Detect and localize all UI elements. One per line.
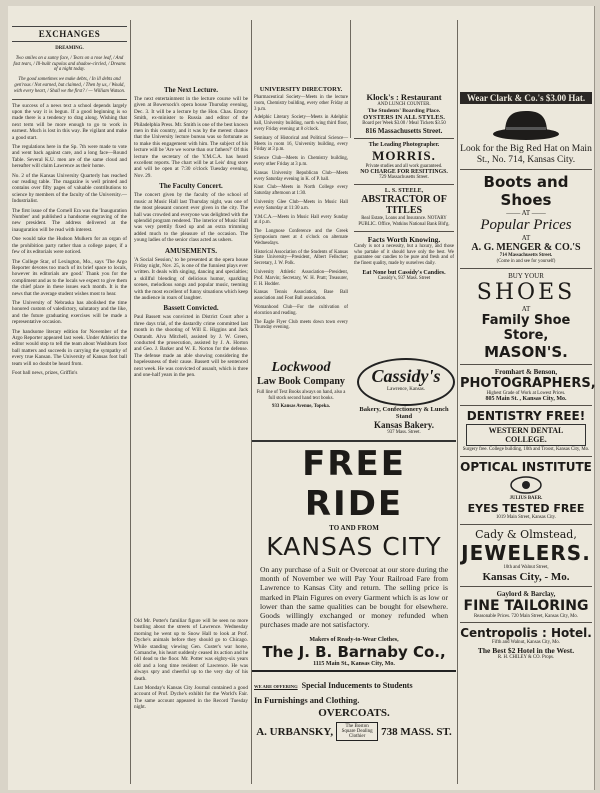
directory-entry: Kansas Tennis Association, Base Ball association and Foot Ball association.	[254, 290, 348, 302]
optical-name: JULIUS BAER.	[509, 496, 543, 502]
directory-entry: Knot Club—Meets in North College every Saturday afternoon at 1:30.	[254, 185, 348, 197]
lockwood-text: Full line of Text Books always on hand, also a full stock second hand text books.	[256, 390, 346, 401]
paragraph: The success of a news text a school depends largely upon the way it is begun. If a good beginning is so made there is a tendency to drag along. Wishing that next term will be more enough to go to work in earnest. Much is lost in this way. Be vigilant and make a good start.	[12, 102, 127, 141]
urbansky-furnishings: In Furnishings and Clothing.	[254, 695, 360, 706]
free-ride-city: KANSAS CITY	[266, 532, 442, 561]
urbansky-overcoats: OVERCOATS.	[318, 707, 390, 720]
paragraph: 'A Social Session,' to be presented at the opera house Friday night, Nov. 25, is one of the funniest plays ever written. It deals with singing, dancing and specialties; a skillful blending of delicious humor, sparkling scenes, melodious songs and popular music, teeming with the most excellent of funny situations which keep the audience in roars of laughter.	[134, 256, 248, 301]
morris-name: MORRIS.	[372, 147, 436, 163]
paragraph: The handsome literary edition for November of the Argo Reporter appeared last week. Under Athletics the editor would stop to tell the team about Washburn foot ball matters and succeeds in carrying the sympathy of every true Kansan. The University of Kansas foot ball team will no doubt be heard from.	[12, 328, 127, 367]
directory-entry: Historical Association of the Students of Kansas State University—President, Albert Fellscher; Secretary, J. W. Polk.	[254, 249, 348, 267]
jewelers: JEWELERS.	[461, 540, 591, 565]
paragraph: The next entertainment in the lecture course will be given at Bowersock's opera house Thursday evening, Dec. 3. It will be a lecture by the Hon. Chas. Emory Smith, ex-minister to Russia and editor of the Philadelphia Press. Mr. Smith is one of the best known men in this country, and it was by the merest chance that the University lecture bureau was so fortunate as to make this engagement with him. The subject of his lecture will be 'Are we worse than our fathers?' Of this lecture the secretary of the Y.M.C.A. has heard excellent reports. The chart will be at Leis' drug store and will be open at 7:30 o'clock Tuesday evening, Nov. 29.	[134, 96, 248, 179]
centropolis-hotel: Centropolis : Hotel.	[460, 626, 592, 641]
paragraph: No. 2 of the Kansas University Quarterly has reached our reading table. The magazine is well printed and contains over fifty pages of valuable contributions to science by members of the faculty of the University.—Industrialist.	[12, 172, 127, 205]
news-column-lower	[134, 618, 248, 786]
cassidy-sub: Eat None but Cassidy's Candies.	[362, 269, 446, 276]
paragraph: Paul Bassett was convicted in District Court after a three days trial, of the dastardly crime committed last month in the shooting of Will E. Higgins and Jack Ostrandt. Alva Mitchell, assisted by J. W. Green, conducted the prosecution, assisted by J. A. Horton and Geo. J. Barker and W. E. Norton for the defense. The defense made an able showing considering the hopelessness of their cause. Bassett will be sentenced next week. He was convicted of assault, which is three and one-half years in the pen.	[134, 314, 248, 379]
bakery-ad	[354, 406, 454, 436]
directory-entry: The Eagle Flyer Club meets down town every Thursday evening.	[254, 319, 348, 331]
directory-entry: Pharmaceutical Society—Meets in the lecture room, Chemistry building, every other Friday at 3 p.m.	[254, 95, 348, 112]
divider	[460, 456, 592, 457]
divider	[460, 169, 592, 170]
poem-text: The good sometimes we make debts, / In ill debts and gen'rous / Not earned, but claimed, / Then by us, / Would, with every heart, / Shall we the first? / — William Watson.	[13, 77, 126, 94]
paragraph: The concert given by the faculty of the school of music at Music Hall last Thursday night, was one of the most pleasant concert ever given in the city. The hall was crowded and everyone was delighted with the splendid program rendered. The interior of Music Hall was very prettily fixed up and an extra trimming added much to the pleasure of the occasion. The young ladies of the senior class acted as ushers.	[134, 192, 248, 244]
paragraph: The regulations here in the Sp. 7th were made to vote and went back against care, and a long face—Round Table. Several K.U. men are of the same cloud and hereafter will claim Lawrence as their home.	[12, 144, 127, 170]
article-heading: The Faculty Concert.	[159, 182, 223, 191]
urbansky-ad	[252, 675, 456, 741]
klocks-address: 816 Massachusetts Street.	[365, 126, 443, 135]
paragraph: Old Mr. Potter's familiar figure will be seen no more bustling about the streets of Lawrence. Wednesday morning he went up to Snow Hall to look at Prof. Dyche's animals before they should go to Chicago. While standing viewing Gen. Custer's war horse, Comanche, his heart suddenly ceased its action and he fell dead to the floor. Mr. Potter was eighty-six years old and a long time resident of Lawrence. He was always spry and cheerful up to the very day of his death.	[134, 618, 248, 682]
morris-address: 729 Massachusetts Street.	[379, 175, 429, 181]
cassidy-ad	[354, 235, 454, 282]
divider	[354, 231, 454, 232]
boots-shoes: Boots and Shoes	[483, 173, 569, 209]
directory-entry: Kansas University Republican Club—Meets every Saturday evening in K. of P. hall.	[254, 170, 348, 182]
western-dental: WESTERN DENTAL COLLEGE.	[466, 424, 586, 446]
urbansky-footer	[254, 722, 454, 741]
free-ride-text: On any purchase of a Suit or Overcoat at our store during the month of November we will Pay Your Railroad Fare from Lawrence to Kansas City and return. The selling price is marked in Plain Figures on every Garment which is as low or lower than the same qualities can be bought for elsewhere. Goods willingly exchanged or money refunded when purchases made are not satisfactory.	[260, 565, 448, 630]
free-ride-title: FREE RIDE	[302, 444, 406, 524]
divider	[252, 670, 456, 672]
lockwood-address: 933 Kansas Avenue, Topeka.	[272, 403, 330, 409]
fine-tailoring: FINE TAILORING	[463, 597, 589, 614]
klocks-sub: AND LUNCH COUNTER.	[377, 102, 431, 107]
right-ads-column	[460, 92, 596, 786]
barnaby-company: The J. B. Barnaby Co.,	[262, 643, 446, 662]
steele-ad	[354, 188, 454, 228]
family-shoe-store: Family Shoe Store,	[481, 312, 571, 343]
article-heading: Bassett Convicted.	[163, 304, 219, 313]
directory-entry: University Glee Club—Meets in Music Hall every Saturday at 11:30 a.m.	[254, 199, 348, 211]
paragraph: The University of Nebraska has abolished the time honored custom of valedictory, salutatory and the like, and the future graduating exercises will be made a representative occasion.	[12, 299, 127, 326]
free-ride-makers: Makers of Ready-to-Wear Clothes,	[309, 637, 399, 644]
newspaper-page	[8, 6, 595, 790]
ads-column	[354, 92, 454, 281]
steele-title: ABSTRACTOR OF TITLES	[361, 194, 447, 217]
bakery-line: Bakery, Confectionery & Lunch Stand	[359, 406, 449, 420]
centropolis-owner: R. H. CHILEY & CO. Props.	[497, 655, 555, 661]
divider	[460, 586, 592, 587]
poem-text: Two smiles on a sunny face, / Tears on a rose leaf, / And fast tears, / Ill-built cupolas and shadow-circled, / Dreams of a night today.	[13, 55, 126, 73]
exchanges-column	[12, 20, 127, 786]
optical-institute: OPTICAL INSTITUTE	[460, 460, 592, 475]
directory-entry: Adelphic Literary Society—Meets in Adelphic hall, University building, north wing third floor, every Friday evening at 8 o'clock.	[254, 115, 348, 132]
clark-hat-title: Wear Clark & Co.'s $3.00 Hat.	[460, 92, 592, 104]
divider	[12, 99, 127, 100]
divider	[460, 405, 592, 406]
cassidy-logo	[357, 358, 455, 406]
klocks-oysters: OYSTERS IN ALL STYLES.	[363, 113, 445, 121]
eyes-tested: EYES TESTED FREE	[467, 501, 585, 515]
morris-ad	[354, 142, 454, 182]
exchanges-heading: EXCHANGES	[12, 26, 127, 42]
directory-entry: Science Club—Meets in Chemistry building, every other Friday at 3 p.m.	[254, 156, 348, 167]
cassidy-logo-text: Cassidy's	[371, 366, 441, 386]
free-ride-to: TO AND FROM	[329, 524, 379, 532]
at-label: AT	[521, 304, 531, 313]
paragraph: The College Star, of Lexington, Mo., says 'The Argo Reporter devotes too much of its brief space to locals, however its editorials are good.' Thank you for the compliment and as to the locals we expect to give them the chief place in these issues each month. It is the news that the average student wishes most to hear.	[12, 258, 127, 297]
article-heading: The Next Lecture.	[163, 86, 219, 94]
urbansky-address: 738 MASS. ST.	[381, 725, 452, 738]
at-label: —— AT ——	[506, 209, 546, 217]
divider	[460, 268, 592, 269]
directory-entry: University Athletic Association—President, Prof. Marvin; Secretary, W. H. Pratt; Treasurer, F. H. Hodder.	[254, 269, 348, 287]
poem-title: DREAMING.	[55, 46, 84, 51]
eyes-address: 1019 Main Street, Kansas City.	[496, 514, 556, 520]
klocks-title: Klock's : Restaurant	[366, 92, 442, 102]
divider	[460, 364, 592, 365]
at-label: AT	[521, 234, 531, 242]
urbansky-name: A. URBANSKY,	[256, 725, 334, 738]
popular-prices: Popular Prices	[480, 217, 572, 233]
menger-note: (Come in and see for yourself)	[496, 258, 556, 264]
hat-icon	[491, 107, 561, 141]
tailor-text: Reasonable Prices. 720 Main Street, Kansas City, Mo.	[473, 613, 578, 619]
free-ride-ad	[252, 440, 456, 790]
jewel-address: 10th and Walnut Street,	[503, 564, 549, 570]
dentistry-free: DENTISTRY FREE!	[466, 409, 586, 424]
klocks-board: Board per Week $3.00 / Meal Tickets $3.50	[362, 120, 446, 126]
urbansky-special: Special Inducements to Students	[301, 681, 413, 691]
cassidy-address: Cassidy's, 937 Mass. Street	[377, 275, 431, 281]
photo-address: 805 Main St. , Kansas City, Mo.	[485, 396, 567, 403]
cady-olmstead: Cady & Olmstead,	[475, 527, 577, 541]
centropolis-address: Fifth and Walnut, Kansas City, Mo.	[492, 640, 560, 646]
eye-icon	[509, 475, 543, 495]
paragraph: Last Monday's Kansas City Journal contained a good account of Prof. Dyche's exhibit for the World's Fair. The same account appeared in the Record Tuesday night.	[134, 685, 248, 711]
cassidy-logo-sub: Lawrence, Kansas.	[387, 387, 425, 392]
kansas-city: Kansas City, - Mo.	[482, 570, 570, 583]
directory-entry: Womanhood Club—For the cultivation of elocution and reading.	[254, 304, 348, 316]
frombart-name: Fromhart & Benson,	[494, 367, 558, 376]
directory-entry: Seminary of Historical and Political Science—Meets in room 16, University building, every Friday at 3 p.m.	[254, 135, 348, 153]
photographers: PHOTOGRAPHERS,	[460, 375, 596, 391]
article-heading: AMUSEMENTS.	[165, 246, 217, 255]
menger-address: 714 Massachusetts Street.	[499, 253, 553, 258]
divider	[354, 138, 454, 139]
divider	[354, 184, 454, 185]
masons: MASON'S.	[484, 342, 568, 361]
barnaby-address: 1115 Main St., Kansas City, Mo.	[313, 661, 395, 668]
steele-name: L. S. STEELE,	[384, 188, 424, 195]
morris-tag: The Leading Photographer.	[368, 141, 440, 148]
steele-text: Real Estate, Loans and Insurance. NOTARY PUBLIC. Office, Watkins National Bank Bld'g.	[358, 216, 450, 227]
directory-heading: UNIVERSITY DIRECTORY.	[259, 86, 343, 93]
dental-text: Surgery free. College building, 10th and Troost, Kansas City, Mo.	[462, 447, 590, 453]
buy-your: BUY YOUR	[508, 271, 544, 280]
divider	[460, 622, 592, 623]
paragraph: One would take the Hudson Mulkern for an organ of the prohibition party rather than a college paper, if a few of its editorials were noticed.	[12, 236, 127, 256]
column-rule	[350, 20, 351, 138]
column-rule	[130, 20, 131, 784]
centropolis-best: The Best $2 Hotel in the West.	[477, 646, 575, 656]
bakery-name: Kansas Bakery.	[373, 420, 434, 430]
lockwood-ad	[254, 360, 348, 430]
klocks-line: The Students' Boarding Place.	[367, 107, 441, 114]
lockwood-sub: Law Book Company	[257, 376, 345, 387]
menger-name: A. G. MENGER & CO.'S	[471, 242, 581, 253]
lockwood-title: Lockwood	[271, 360, 331, 375]
cassidy-heading: Facts Worth Knowing.	[367, 234, 441, 244]
divider	[460, 524, 592, 525]
paragraph: Foot ball news, prizes, Griffin's	[12, 370, 78, 377]
clark-hat-text: Look for the Big Red Hat on Main St., No. 714, Kansas City.	[460, 144, 592, 165]
directory-column	[254, 86, 348, 331]
bakery-address: 937 Mass. Street.	[387, 430, 421, 435]
morris-text: Private studies and all work guaranteed.	[365, 163, 443, 169]
klocks-ad	[354, 92, 454, 135]
directory-entry: Y.M.C.A.—Meets in Music Hall every Sunday at 4 p.m.	[254, 214, 348, 226]
morris-charge: NO CHARGE FOR RESITTINGS.	[360, 169, 448, 176]
directory-entry: The Longnose Conference and the Greek Symposium meet at 4 o'clock on alternate Wednesdays.	[254, 229, 348, 246]
cassidy-text: Candy is not a necessity, but a luxury, and those who partake of it should have only the best. We guarantee our candies to be pure and fresh and of the finest quality, made by ourselves daily.	[354, 243, 454, 267]
paragraph: The first issue of the Cornell Era was the 'Inauguration Number' and published a handsome engraving of the new president. The address delivered at the inauguration will be read with interest.	[12, 207, 127, 233]
urbansky-boston: The Boston Square Dealing Clothier	[336, 722, 378, 741]
gaylord-name: Gaylord & Barclay,	[496, 589, 556, 598]
urbansky-offering: WE ARE OFFERING	[254, 684, 298, 690]
column-rule	[457, 20, 458, 784]
photo-text: Highest Grade of Work at Lowest Prices.	[486, 390, 566, 396]
shoes-word: SHOES	[476, 279, 576, 305]
